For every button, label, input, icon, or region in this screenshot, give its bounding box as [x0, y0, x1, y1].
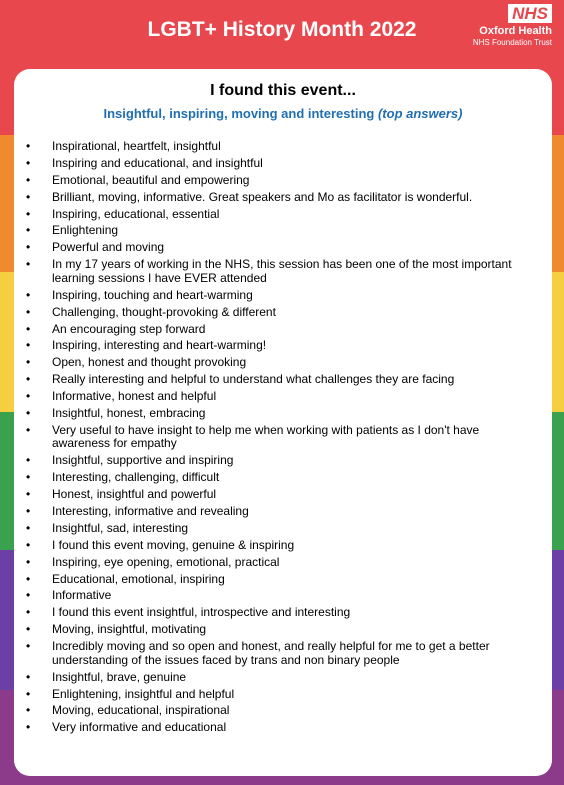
- nhs-logo: [462, 4, 552, 48]
- page-title: LGBT+ History Month 2022: [147, 18, 417, 41]
- response-item: • Inspiring, interesting and heart-warming!: [26, 339, 531, 353]
- response-item: • Very useful to have insight to help me when working with patients as I don't have awareness for empathy: [26, 424, 531, 451]
- response-item: • Inspiring, educational, essential: [26, 208, 531, 222]
- response-item: • Emotional, beautiful and empowering: [26, 174, 531, 188]
- response-item: • Insightful, supportive and inspiring: [26, 454, 531, 468]
- nhs-logo-mark: NHS: [508, 4, 552, 23]
- response-item: • Inspiring, eye opening, emotional, practical: [26, 556, 531, 570]
- card-subtitle-note: (top answers): [377, 106, 463, 121]
- response-item: • Inspirational, heartfelt, insightful: [26, 140, 531, 154]
- response-item: • Moving, insightful, motivating: [26, 623, 531, 637]
- card-subtitle-text: Insightful, inspiring, moving and interesting: [103, 106, 375, 121]
- response-item: • Insightful, brave, genuine: [26, 671, 531, 685]
- response-item: • Moving, educational, inspirational: [26, 704, 531, 718]
- response-item: • Interesting, challenging, difficult: [26, 471, 531, 485]
- response-item: • Enlightening: [26, 224, 531, 238]
- response-item: • I found this event insightful, introspective and interesting: [26, 606, 531, 620]
- response-item: • Insightful, sad, interesting: [26, 522, 531, 536]
- response-item: • Informative, honest and helpful: [26, 390, 531, 404]
- response-item: • Brilliant, moving, informative. Great speakers and Mo as facilitator is wonderful.: [26, 191, 531, 205]
- response-item: • Educational, emotional, inspiring: [26, 573, 531, 587]
- response-item: • Powerful and moving: [26, 241, 531, 255]
- org-subtitle: NHS Foundation Trust: [472, 38, 552, 47]
- card-title: I found this event...: [210, 82, 356, 99]
- response-item: • Informative: [26, 589, 531, 603]
- response-item: • Insightful, honest, embracing: [26, 407, 531, 421]
- response-item: • Incredibly moving and so open and honest, and really helpful for me to get a better understanding of the issues faced by trans and non binary people: [26, 640, 531, 667]
- response-item: • Inspiring and educational, and insightful: [26, 157, 531, 171]
- response-item: • Very informative and educational: [26, 721, 531, 735]
- response-item: • Challenging, thought-provoking & different: [26, 306, 531, 320]
- response-item: • Inspiring, touching and heart-warming: [26, 289, 531, 303]
- feedback-card: [14, 69, 552, 776]
- response-item: • Open, honest and thought provoking: [26, 356, 531, 370]
- response-item: • I found this event moving, genuine & inspiring: [26, 539, 531, 553]
- response-item: • An encouraging step forward: [26, 323, 531, 337]
- response-item: • Really interesting and helpful to understand what challenges they are facing: [26, 373, 531, 387]
- response-item: • Interesting, informative and revealing: [26, 505, 531, 519]
- response-item: • In my 17 years of working in the NHS, this session has been one of the most important learning sessions I have EVER attended: [26, 258, 531, 285]
- org-name: Oxford Health: [479, 25, 552, 37]
- response-item: • Honest, insightful and powerful: [26, 488, 531, 502]
- response-item: • Enlightening, insightful and helpful: [26, 688, 531, 702]
- card-subtitle: [14, 106, 552, 121]
- response-list: [26, 140, 531, 738]
